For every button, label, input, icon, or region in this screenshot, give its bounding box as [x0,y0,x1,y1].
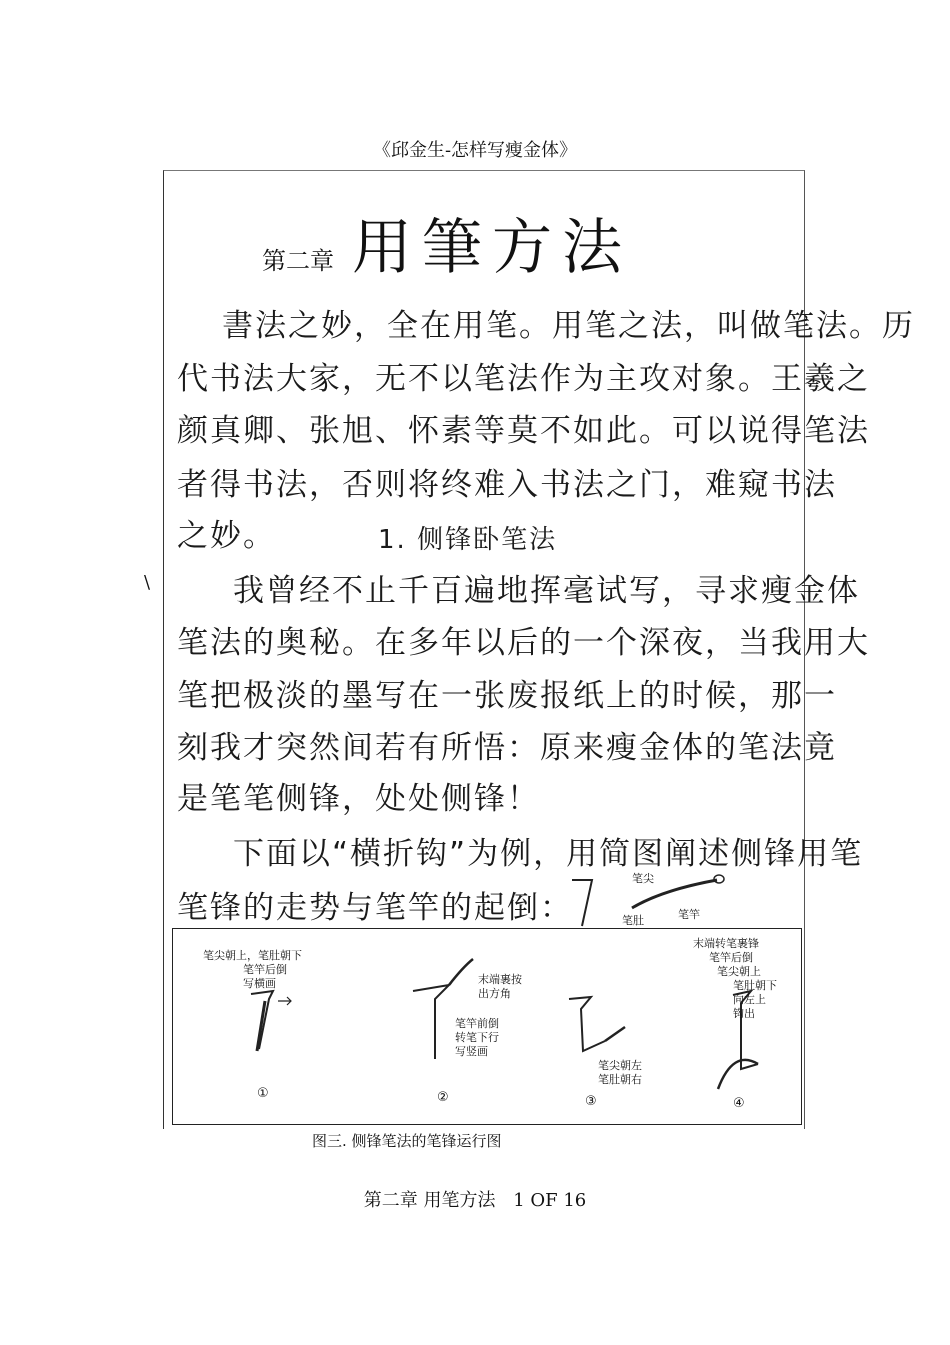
step-label-1: ① [257,1086,269,1101]
para3-line-1: 下面以“横折钩”为例，用简图阐述侧锋用笔 [233,836,864,872]
figure-caption: 图三. 侧锋笔法的笔锋运行图 [312,1132,502,1150]
label-brush-shaft: 笔竿 [678,908,700,921]
footer-page-number: 1 OF 16 [513,1190,587,1211]
page-footer [0,1186,950,1212]
intro-line-4: 者得书法，否则将终难入书法之门，难窥书法 [177,467,837,503]
section-line-2: 笔法的奥秘。在多年以后的一个深夜，当我用大 [177,625,870,661]
footer-chapter: 第二章 用笔方法 [363,1190,496,1211]
step-label-3: ③ [585,1094,597,1109]
stroke-diagram [172,928,802,1125]
intro-line-3: 颜真卿、张旭、怀素等莫不如此。可以说得笔法 [177,413,870,449]
section-heading: 1. 侧锋卧笔法 [378,525,558,555]
intro-line-5: 之妙。 [177,518,276,554]
margin-mark: \ [144,572,151,593]
label-brush-tip: 笔尖 [632,872,654,885]
section-line-5: 是笔笔侧锋，处处侧锋！ [177,781,540,817]
step3-brush [605,1027,625,1041]
chapter-heading [262,200,632,286]
para3-line-2: 笔锋的走势与笔竿的起倒： [177,890,573,926]
step-label-2: ② [437,1090,449,1105]
step3-stroke [569,997,605,1051]
step3-note: 笔尖朝左 笔肚朝右 [598,1059,642,1086]
step1-arrow [278,997,291,1005]
step1-note: 笔尖朝上，笔肚朝下 笔竿后倒 写横画 [203,949,302,990]
chapter-title: 用筆方法 [352,213,632,283]
step-label-4: ④ [733,1096,745,1111]
hook-stroke [572,880,592,926]
document-title: 《邱金生-怎样写瘦金体》 [372,140,578,161]
section-line-4: 刻我才突然间若有所悟：原来瘦金体的笔法竟 [177,730,837,766]
step2-brush [449,959,473,985]
step2-note-top: 末端裹按 出方角 [478,973,522,1000]
step4-note: 末端转笔裹锋 笔竿后倒 笔尖朝上 笔肚朝下 向左上 钩出 [693,937,777,1020]
section-line-3: 笔把极淡的墨写在一张废报纸上的时候，那一 [177,678,837,714]
chapter-number: 第二章 [262,247,334,275]
step2-note-bottom: 笔竿前倒 转笔下行 写竖画 [455,1017,499,1058]
section-line-1: 我曾经不止千百遍地挥毫试写，寻求瘦金体 [233,573,860,609]
intro-line-1: 書法之妙，全在用笔。用笔之法，叫做笔法。历 [222,308,915,344]
label-brush-belly: 笔肚 [622,914,644,927]
step4-brush [718,1060,758,1089]
step2-stroke [413,985,449,1059]
intro-line-2: 代书法大家，无不以笔法作为主攻对象。王羲之 [177,361,870,397]
